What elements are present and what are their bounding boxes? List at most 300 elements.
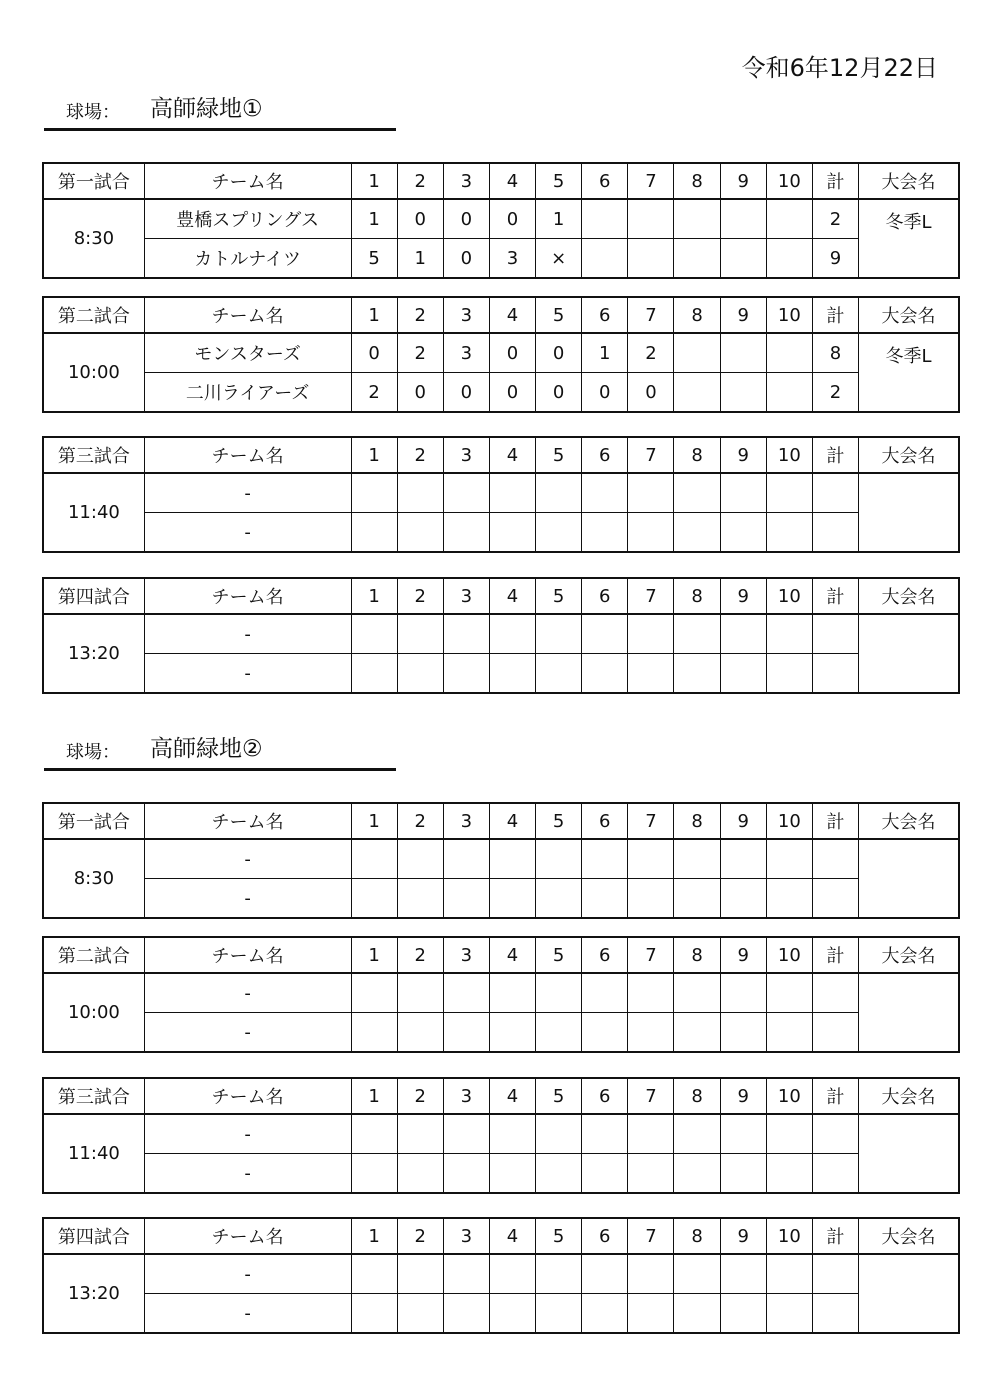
team-name: -	[144, 614, 351, 654]
inning-score	[720, 973, 766, 1013]
total-score	[812, 1154, 858, 1194]
inning-score	[674, 614, 720, 654]
inning-score: 0	[397, 373, 443, 413]
inning-score: 3	[489, 239, 535, 279]
inning-header: 7	[628, 437, 674, 473]
inning-score: 0	[536, 333, 582, 373]
inning-score: 2	[628, 333, 674, 373]
inning-header: 6	[582, 578, 628, 614]
inning-score: 5	[351, 239, 397, 279]
inning-header: 9	[720, 1078, 766, 1114]
team-name: -	[144, 839, 351, 879]
inning-score	[351, 1013, 397, 1053]
total-score	[812, 513, 858, 553]
inning-score	[766, 839, 812, 879]
inning-score	[536, 473, 582, 513]
team-column-header: チーム名	[144, 578, 351, 614]
total-score: 9	[812, 239, 858, 279]
team-name: -	[144, 879, 351, 919]
inning-score	[720, 373, 766, 413]
inning-score	[766, 614, 812, 654]
inning-header: 7	[628, 163, 674, 199]
inning-score	[351, 1114, 397, 1154]
total-column-header: 計	[812, 937, 858, 973]
inning-header: 4	[489, 1218, 535, 1254]
competition-column-header: 大会名	[859, 937, 959, 973]
team-row	[43, 239, 959, 279]
inning-score	[720, 1154, 766, 1194]
inning-score	[536, 839, 582, 879]
inning-header: 5	[536, 1218, 582, 1254]
inning-score: 0	[582, 373, 628, 413]
inning-header: 6	[582, 1078, 628, 1114]
inning-score	[720, 1294, 766, 1334]
inning-score: 0	[628, 373, 674, 413]
team-row	[43, 1294, 959, 1334]
team-column-header: チーム名	[144, 1218, 351, 1254]
inning-score	[582, 614, 628, 654]
inning-score: 0	[443, 199, 489, 239]
header-row	[43, 297, 959, 333]
inning-score	[397, 1114, 443, 1154]
competition-name	[859, 1254, 959, 1333]
game-time: 8:30	[43, 839, 144, 918]
inning-score	[582, 839, 628, 879]
inning-score	[674, 473, 720, 513]
inning-header: 8	[674, 297, 720, 333]
inning-score	[674, 1254, 720, 1294]
inning-score	[720, 513, 766, 553]
competition-name	[859, 839, 959, 918]
competition-name: 冬季L	[859, 199, 959, 278]
inning-score: 2	[351, 373, 397, 413]
inning-score	[628, 614, 674, 654]
inning-score	[443, 839, 489, 879]
team-name: 二川ライアーズ	[144, 373, 351, 413]
inning-score: 2	[397, 333, 443, 373]
inning-score	[720, 333, 766, 373]
inning-score	[582, 1114, 628, 1154]
inning-score	[582, 1294, 628, 1334]
team-name: モンスターズ	[144, 333, 351, 373]
inning-score	[489, 1154, 535, 1194]
inning-header: 6	[582, 437, 628, 473]
inning-header: 1	[351, 937, 397, 973]
inning-header: 5	[536, 1078, 582, 1114]
inning-header: 6	[582, 1218, 628, 1254]
inning-header: 3	[443, 1218, 489, 1254]
inning-score	[720, 199, 766, 239]
inning-score: 0	[489, 333, 535, 373]
inning-header: 8	[674, 1078, 720, 1114]
inning-score	[766, 879, 812, 919]
inning-score	[443, 973, 489, 1013]
inning-score	[766, 199, 812, 239]
inning-score	[397, 1254, 443, 1294]
game-title: 第一試合	[43, 803, 144, 839]
inning-score	[443, 1114, 489, 1154]
inning-header: 1	[351, 803, 397, 839]
inning-score	[397, 879, 443, 919]
inning-score	[351, 654, 397, 694]
inning-score	[582, 1154, 628, 1194]
team-row	[43, 333, 959, 373]
inning-header: 10	[766, 803, 812, 839]
competition-column-header: 大会名	[859, 803, 959, 839]
game-time: 10:00	[43, 973, 144, 1052]
inning-header: 7	[628, 1078, 674, 1114]
inning-score	[351, 473, 397, 513]
inning-score	[443, 1294, 489, 1334]
game-table	[42, 1077, 960, 1194]
inning-header: 9	[720, 803, 766, 839]
inning-score	[443, 879, 489, 919]
total-score	[812, 879, 858, 919]
inning-score	[536, 654, 582, 694]
inning-header: 3	[443, 297, 489, 333]
inning-header: 2	[397, 297, 443, 333]
header-row	[43, 578, 959, 614]
inning-header: 1	[351, 297, 397, 333]
team-row	[43, 839, 959, 879]
inning-header: 5	[536, 437, 582, 473]
header-row	[43, 1078, 959, 1114]
inning-score	[582, 239, 628, 279]
inning-score	[766, 1294, 812, 1334]
competition-column-header: 大会名	[859, 163, 959, 199]
team-name: -	[144, 1294, 351, 1334]
team-column-header: チーム名	[144, 937, 351, 973]
team-name: -	[144, 1254, 351, 1294]
team-row	[43, 1013, 959, 1053]
field-name: 高師緑地②	[150, 736, 263, 762]
inning-header: 5	[536, 297, 582, 333]
inning-score	[674, 333, 720, 373]
inning-score	[674, 1013, 720, 1053]
total-score	[812, 973, 858, 1013]
inning-header: 3	[443, 578, 489, 614]
inning-score	[628, 199, 674, 239]
competition-name	[859, 973, 959, 1052]
total-score	[812, 1013, 858, 1053]
inning-header: 7	[628, 803, 674, 839]
inning-header: 1	[351, 163, 397, 199]
inning-score	[628, 513, 674, 553]
competition-name	[859, 614, 959, 693]
inning-header: 6	[582, 803, 628, 839]
inning-score	[351, 973, 397, 1013]
inning-header: 5	[536, 163, 582, 199]
inning-header: 4	[489, 297, 535, 333]
competition-name: 冬季L	[859, 333, 959, 412]
inning-score	[351, 614, 397, 654]
total-column-header: 計	[812, 1078, 858, 1114]
inning-score	[397, 1294, 443, 1334]
inning-header: 1	[351, 1218, 397, 1254]
inning-header: 8	[674, 803, 720, 839]
inning-score	[766, 654, 812, 694]
inning-score	[628, 1013, 674, 1053]
game-title: 第三試合	[43, 1078, 144, 1114]
competition-column-header: 大会名	[859, 297, 959, 333]
inning-header: 6	[582, 937, 628, 973]
competition-column-header: 大会名	[859, 437, 959, 473]
game-time: 11:40	[43, 473, 144, 552]
inning-header: 8	[674, 578, 720, 614]
inning-score	[351, 513, 397, 553]
document-date: 令和6年12月22日	[741, 54, 938, 82]
total-column-header: 計	[812, 163, 858, 199]
inning-score	[628, 239, 674, 279]
game-time: 8:30	[43, 199, 144, 278]
inning-score	[674, 1114, 720, 1154]
inning-score: 0	[536, 373, 582, 413]
inning-header: 3	[443, 437, 489, 473]
inning-score	[489, 973, 535, 1013]
inning-header: 10	[766, 163, 812, 199]
inning-header: 3	[443, 803, 489, 839]
team-row	[43, 614, 959, 654]
inning-header: 8	[674, 437, 720, 473]
inning-header: 2	[397, 578, 443, 614]
inning-score	[397, 973, 443, 1013]
inning-score	[443, 654, 489, 694]
inning-header: 10	[766, 297, 812, 333]
field-name: 高師緑地①	[150, 96, 263, 122]
inning-score	[674, 654, 720, 694]
competition-name	[859, 473, 959, 552]
inning-score	[443, 1013, 489, 1053]
inning-score	[720, 879, 766, 919]
inning-header: 5	[536, 803, 582, 839]
inning-score	[489, 473, 535, 513]
inning-score	[674, 239, 720, 279]
inning-score	[536, 1154, 582, 1194]
inning-score	[489, 1013, 535, 1053]
team-column-header: チーム名	[144, 163, 351, 199]
inning-score	[582, 1013, 628, 1053]
game-time: 13:20	[43, 614, 144, 693]
inning-score	[489, 879, 535, 919]
field-label: 球場：	[66, 742, 120, 763]
inning-score	[443, 513, 489, 553]
inning-header: 7	[628, 1218, 674, 1254]
team-name: -	[144, 513, 351, 553]
inning-header: 10	[766, 937, 812, 973]
inning-score	[674, 839, 720, 879]
team-column-header: チーム名	[144, 803, 351, 839]
inning-header: 4	[489, 1078, 535, 1114]
inning-score	[720, 1013, 766, 1053]
inning-header: 4	[489, 803, 535, 839]
inning-score	[720, 614, 766, 654]
total-column-header: 計	[812, 803, 858, 839]
inning-header: 4	[489, 437, 535, 473]
competition-column-header: 大会名	[859, 578, 959, 614]
inning-header: 10	[766, 1078, 812, 1114]
inning-score	[536, 1254, 582, 1294]
header-row	[43, 937, 959, 973]
inning-score	[674, 879, 720, 919]
total-score: 8	[812, 333, 858, 373]
inning-score	[766, 1114, 812, 1154]
team-name: -	[144, 1114, 351, 1154]
total-score: 2	[812, 373, 858, 413]
game-time: 13:20	[43, 1254, 144, 1333]
team-name: -	[144, 473, 351, 513]
inning-score	[720, 839, 766, 879]
inning-score	[766, 333, 812, 373]
inning-header: 8	[674, 1218, 720, 1254]
game-title: 第二試合	[43, 297, 144, 333]
inning-score	[536, 1114, 582, 1154]
inning-score	[489, 654, 535, 694]
inning-score	[766, 973, 812, 1013]
inning-header: 5	[536, 578, 582, 614]
field-header	[44, 90, 396, 131]
inning-score	[582, 473, 628, 513]
inning-header: 4	[489, 937, 535, 973]
team-name: -	[144, 973, 351, 1013]
header-row	[43, 437, 959, 473]
total-column-header: 計	[812, 1218, 858, 1254]
team-row	[43, 373, 959, 413]
game-table	[42, 936, 960, 1053]
team-row	[43, 973, 959, 1013]
inning-score	[536, 1294, 582, 1334]
inning-score: 1	[582, 333, 628, 373]
inning-score: 0	[489, 373, 535, 413]
inning-header: 3	[443, 937, 489, 973]
inning-score	[628, 1294, 674, 1334]
inning-score	[674, 513, 720, 553]
inning-header: 2	[397, 803, 443, 839]
inning-score	[489, 1254, 535, 1294]
inning-header: 2	[397, 437, 443, 473]
inning-score	[489, 839, 535, 879]
inning-header: 1	[351, 578, 397, 614]
header-row	[43, 803, 959, 839]
inning-score	[628, 654, 674, 694]
game-time: 11:40	[43, 1114, 144, 1193]
inning-score	[351, 1294, 397, 1334]
inning-score	[397, 1013, 443, 1053]
inning-score	[766, 1254, 812, 1294]
header-row	[43, 163, 959, 199]
inning-score	[766, 239, 812, 279]
game-title: 第二試合	[43, 937, 144, 973]
game-title: 第一試合	[43, 163, 144, 199]
inning-score: 0	[489, 199, 535, 239]
inning-score	[397, 473, 443, 513]
inning-score: 0	[443, 239, 489, 279]
inning-score	[351, 839, 397, 879]
inning-score	[674, 373, 720, 413]
game-table	[42, 577, 960, 694]
inning-score	[489, 513, 535, 553]
inning-score	[720, 473, 766, 513]
inning-score	[536, 1013, 582, 1053]
inning-header: 10	[766, 578, 812, 614]
game-table	[42, 162, 960, 279]
inning-header: 10	[766, 437, 812, 473]
inning-score	[674, 1294, 720, 1334]
inning-score	[582, 513, 628, 553]
inning-score	[628, 839, 674, 879]
inning-header: 9	[720, 578, 766, 614]
inning-score	[766, 1013, 812, 1053]
inning-score	[582, 654, 628, 694]
inning-score	[397, 513, 443, 553]
inning-score: 0	[351, 333, 397, 373]
inning-score	[628, 473, 674, 513]
inning-header: 9	[720, 1218, 766, 1254]
inning-score	[351, 1154, 397, 1194]
inning-header: 2	[397, 937, 443, 973]
inning-header: 7	[628, 297, 674, 333]
game-table	[42, 1217, 960, 1334]
inning-score	[351, 1254, 397, 1294]
team-name: 豊橋スプリングス	[144, 199, 351, 239]
inning-score: ×	[536, 239, 582, 279]
field-label: 球場：	[66, 102, 120, 123]
inning-header: 10	[766, 1218, 812, 1254]
inning-score	[582, 1254, 628, 1294]
total-column-header: 計	[812, 437, 858, 473]
team-row	[43, 199, 959, 239]
team-row	[43, 654, 959, 694]
inning-header: 4	[489, 578, 535, 614]
team-column-header: チーム名	[144, 1078, 351, 1114]
inning-score	[674, 973, 720, 1013]
inning-score	[397, 1154, 443, 1194]
team-column-header: チーム名	[144, 437, 351, 473]
inning-score	[489, 1294, 535, 1334]
inning-score	[582, 973, 628, 1013]
game-table	[42, 296, 960, 413]
inning-score	[536, 973, 582, 1013]
inning-score	[766, 473, 812, 513]
header-row	[43, 1218, 959, 1254]
inning-header: 2	[397, 1078, 443, 1114]
inning-header: 6	[582, 297, 628, 333]
inning-score	[674, 1154, 720, 1194]
inning-score	[489, 614, 535, 654]
inning-score	[397, 839, 443, 879]
inning-header: 1	[351, 1078, 397, 1114]
inning-score	[628, 1154, 674, 1194]
field-header	[44, 730, 396, 771]
game-table	[42, 436, 960, 553]
inning-score	[720, 1114, 766, 1154]
game-table	[42, 802, 960, 919]
competition-column-header: 大会名	[859, 1218, 959, 1254]
team-row	[43, 513, 959, 553]
game-title: 第四試合	[43, 1218, 144, 1254]
team-name: カトルナイツ	[144, 239, 351, 279]
team-row	[43, 1254, 959, 1294]
inning-score	[766, 373, 812, 413]
total-score	[812, 654, 858, 694]
inning-score	[720, 654, 766, 694]
inning-header: 5	[536, 937, 582, 973]
inning-score	[720, 239, 766, 279]
total-score	[812, 1114, 858, 1154]
inning-header: 4	[489, 163, 535, 199]
inning-score	[536, 513, 582, 553]
total-score: 2	[812, 199, 858, 239]
inning-score: 3	[443, 333, 489, 373]
